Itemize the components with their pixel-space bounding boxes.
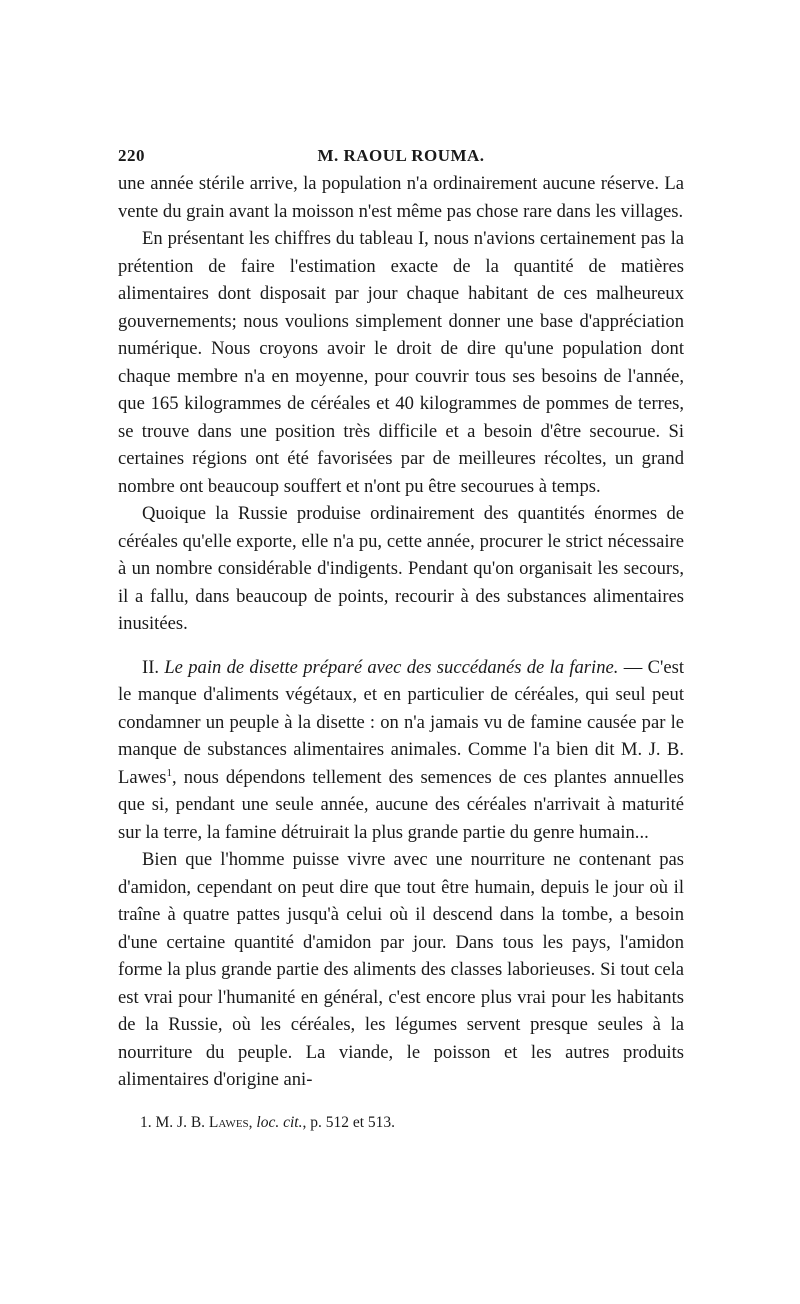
- paragraph-4-part-1: — C'est le manque d'aliments végétaux, et en particulier de céréales, qui seul peut condamner un peuple à la disette : on n'a jamais vu de famine causée par le manque de substances alimentaires animales. Comme l'a bien dit M. J. B. Lawes: [118, 656, 684, 788]
- paragraph-1: une année stérile arrive, la population n'a ordinairement aucune réserve. La vente du grain avant la moisson n'est même pas chose rare dans les villages.: [118, 173, 684, 222]
- section-number: II.: [142, 656, 160, 678]
- book-page: [118, 0, 684, 1304]
- footnote-pages: , p. 512 et 513.: [302, 1114, 396, 1131]
- footnote-author: Lawes: [208, 1114, 249, 1131]
- running-head: [118, 146, 684, 168]
- section-title: Le pain de disette préparé avec des succédanés de la farine.: [164, 656, 619, 678]
- section-2-paragraph: [118, 654, 684, 847]
- footnote-loc-cit: loc. cit.: [256, 1114, 303, 1131]
- running-head-author: M. RAOUL ROUMA.: [317, 146, 485, 165]
- footnote-prefix: M. J. B.: [155, 1114, 206, 1131]
- paragraph-3: Quoique la Russie produise ordinairement des quantités énormes de céréales qu'elle exporte, elle n'a pu, cette année, procurer le strict nécessaire à un nombre considérable d'indigents. Pendant qu'on organisait les secours, il a fallu, dans beaucoup de points, recourir à des substances alimentaires inusitées.: [118, 503, 684, 634]
- footnote-separator: ,: [248, 1114, 253, 1131]
- footnote-number: 1.: [140, 1114, 152, 1131]
- body-text: [118, 170, 684, 1094]
- page-number: 220: [118, 146, 145, 165]
- footnote-reference[interactable]: 1: [166, 766, 173, 779]
- footnote: [140, 1113, 684, 1133]
- paragraph-2: En présentant les chiffres du tableau I, nous n'avions certainement pas la prétention de faire l'estimation exacte de la quantité de matières alimentaires dont disposait par jour chaque habitant de ces malheureux gouvernements; nous voulions simplement donner une base d'appréciation numérique. Nous croyons avoir le droit de dire qu'une population dont chaque membre n'a en moyenne, pour couvrir tous ses besoins de l'année, que 165 kilogrammes de céréales et 40 kilogrammes de pommes de terres, se trouve dans une position très difficile et a besoin d'être secourue. Si certaines régions ont été favorisées par de meilleures récoltes, un grand nombre ont beaucoup souffert et n'ont pu être secourues à temps.: [118, 228, 684, 497]
- paragraph-4-part-2: , nous dépendons tellement des semences de ces plantes annuelles que si, pendant une seule année, aucune des céréales n'arrivait à maturité sur la terre, la famine détruirait la plus grande partie du genre humain...: [118, 766, 684, 843]
- paragraph-5: Bien que l'homme puisse vivre avec une nourriture ne contenant pas d'amidon, cependant on peut dire que tout être humain, depuis le jour où il traîne à quatre pattes jusqu'à celui où il descend dans la tombe, a besoin d'une certaine quantité d'amidon par jour. Dans tous les pays, l'amidon forme la plus grande partie des aliments des classes laborieuses. Si tout cela est vrai pour l'humanité en général, c'est encore plus vrai pour les habitants de la Russie, où les céréales, les légumes servent presque seules à la nourriture du peuple. La viande, le poisson et les autres produits alimentaires d'origine ani-: [118, 849, 684, 1090]
